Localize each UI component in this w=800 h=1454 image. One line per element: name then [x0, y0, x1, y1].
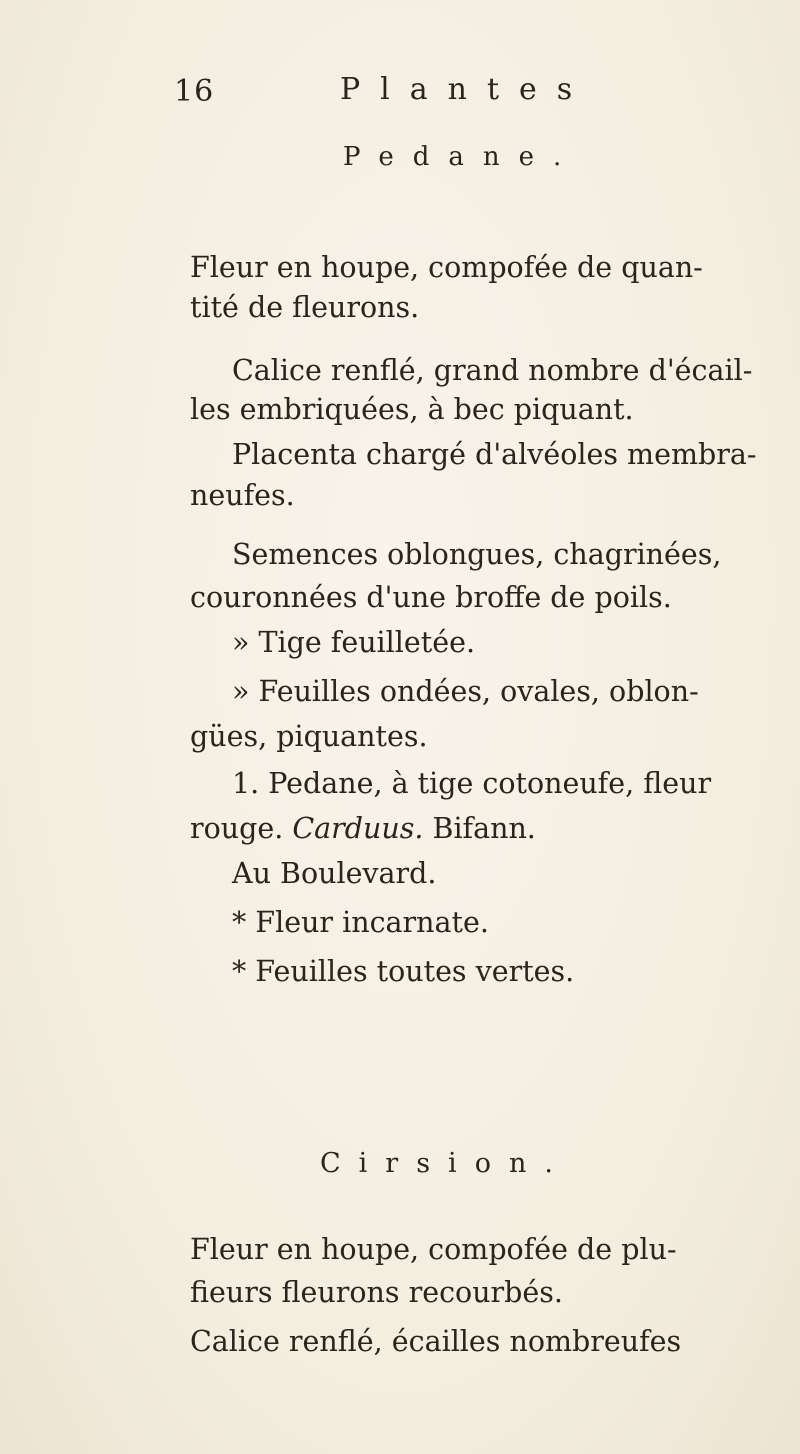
variety-line: * Fleur incarnate. [232, 906, 489, 939]
text-line: tité de fleurons. [190, 291, 420, 324]
text-line: Fleur en houpe, compofée de plu- [190, 1233, 677, 1266]
text-line: Semences oblongues, chagrinées, [232, 538, 722, 571]
text-line: » Tige feuilletée. [232, 626, 476, 659]
text-line: gües, piquantes. [190, 720, 428, 753]
text-line: 1. Pedane, à tige cotoneufe, fleur [232, 767, 712, 800]
text-line: Calice renflé, écailles nombreufes [190, 1325, 682, 1358]
page-number: 16 [174, 74, 215, 109]
text-line: neufes. [190, 479, 295, 512]
variety-line: * Feuilles toutes vertes. [232, 955, 575, 988]
text-line: Placenta chargé d'alvéoles membra- [232, 438, 757, 471]
text-line [190, 806, 770, 851]
text-line: couronnées d'une broffe de poils. [190, 581, 672, 614]
author-abbrev: Bifann. [432, 812, 536, 845]
latin-name: Carduus. [292, 812, 424, 845]
text-line: Calice renflé, grand nombre d'écail- [232, 354, 753, 387]
cirsion-description [190, 1227, 770, 1364]
text-fragment: rouge. [190, 812, 284, 845]
text-line: » Feuilles ondées, ovales, oblon- [232, 675, 699, 708]
pedane-description [190, 245, 770, 994]
text-line: les embriquées, à bec piquant. [190, 393, 634, 426]
section-title-pedane: Pedane. [343, 142, 581, 172]
location-line: Au Boulevard. [232, 857, 437, 890]
text-line: Fleur en houpe, compofée de quan- [190, 251, 703, 284]
running-head: Plantes [340, 72, 593, 107]
page-header [0, 72, 800, 122]
section-title-cirsion: Cirsion. [320, 1148, 571, 1179]
text-line: fieurs fleurons recourbés. [190, 1276, 563, 1309]
